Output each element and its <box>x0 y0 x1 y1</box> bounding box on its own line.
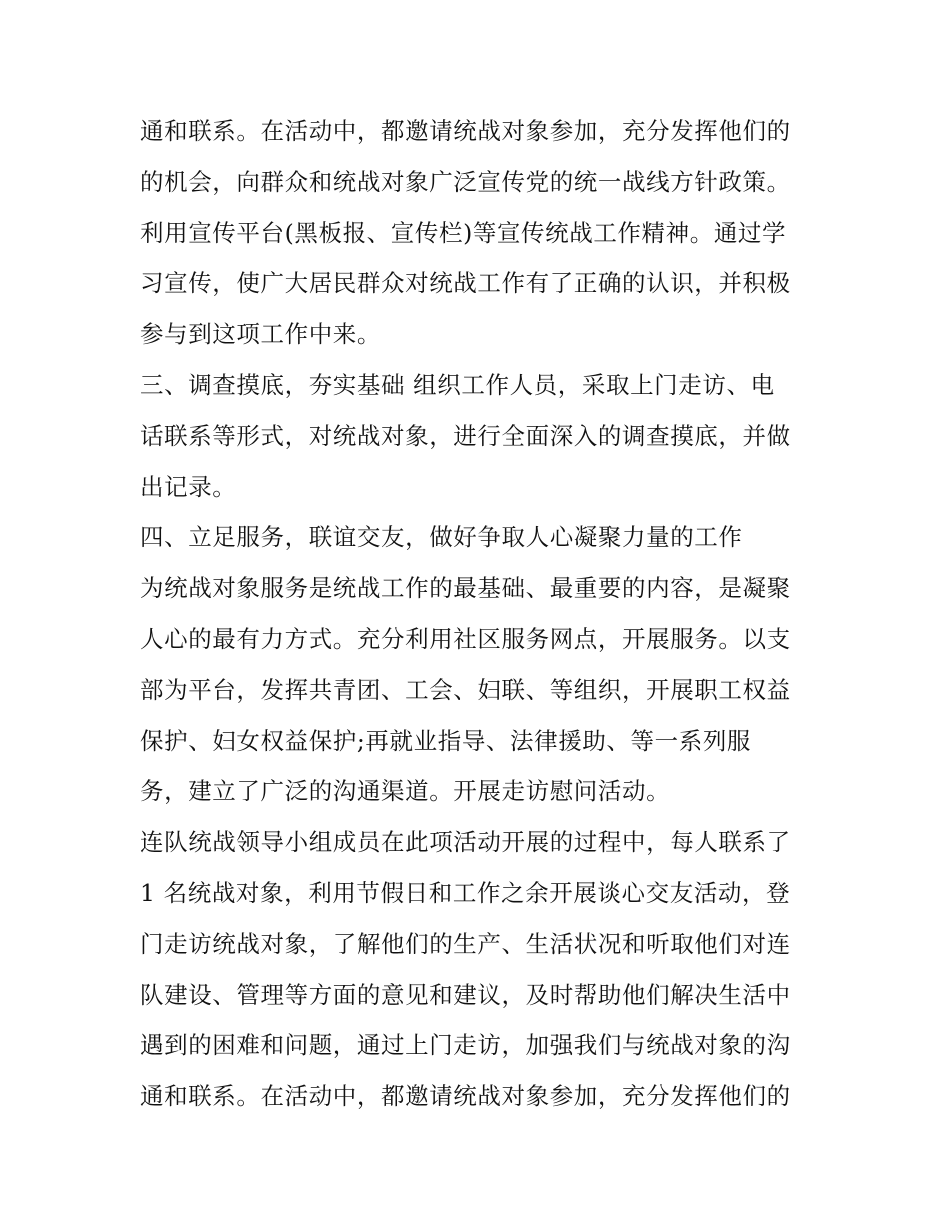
text-line: 队建设、管理等方面的意见和建议，及时帮助他们解决生活中 <box>140 980 791 1009</box>
section-heading-line: 四、立足服务，联谊交友，做好争取人心凝聚力量的工作 <box>140 523 743 552</box>
text-line: 习宣传，使广大居民群众对统战工作有了正确的认识，并积极 <box>140 269 791 298</box>
text-line: 的机会，向群众和统战对象广泛宣传党的统一战线方针政策。 <box>140 167 791 196</box>
text-line: 出记录。 <box>140 472 237 501</box>
text-line: 连队统战领导小组成员在此项活动开展的过程中，每人联系了 <box>140 828 791 857</box>
text-line: 门走访统战对象，了解他们的生产、生活状况和听取他们对连 <box>140 929 791 958</box>
text-line: 1 名统战对象，利用节假日和工作之余开展谈心交友活动，登 <box>140 878 791 907</box>
text-line: 保护、妇女权益保护;再就业指导、法律援助、等一系列服 <box>140 726 752 755</box>
document-body <box>140 106 830 1122</box>
text-line: 通和联系。在活动中，都邀请统战对象参加，充分发挥他们的 <box>140 117 791 145</box>
text-line: 参与到这项工作中来。 <box>140 320 381 349</box>
text-line: 通和联系。在活动中，都邀请统战对象参加，充分发挥他们的 <box>140 1082 791 1111</box>
text-line: 利用宣传平台(黑板报、宣传栏)等宣传统战工作精神。通过学 <box>140 218 787 247</box>
text-line: 部为平台，发挥共青团、工会、妇联、等组织，开展职工权益 <box>140 675 791 704</box>
text-line: 遇到的困难和问题，通过上门走访，加强我们与统战对象的沟 <box>140 1031 791 1060</box>
text-line: 人心的最有力方式。充分利用社区服务网点，开展服务。以支 <box>140 624 791 653</box>
text-line: 话联系等形式，对统战对象，进行全面深入的调查摸底，并做 <box>140 421 791 450</box>
text-line: 为统战对象服务是统战工作的最基础、最重要的内容，是凝聚 <box>140 574 791 603</box>
text-line: 务，建立了广泛的沟通渠道。开展走访慰问活动。 <box>140 777 671 806</box>
section-heading-line: 三、调查摸底，夯实基础 组织工作人员，采取上门走访、电 <box>140 370 775 399</box>
